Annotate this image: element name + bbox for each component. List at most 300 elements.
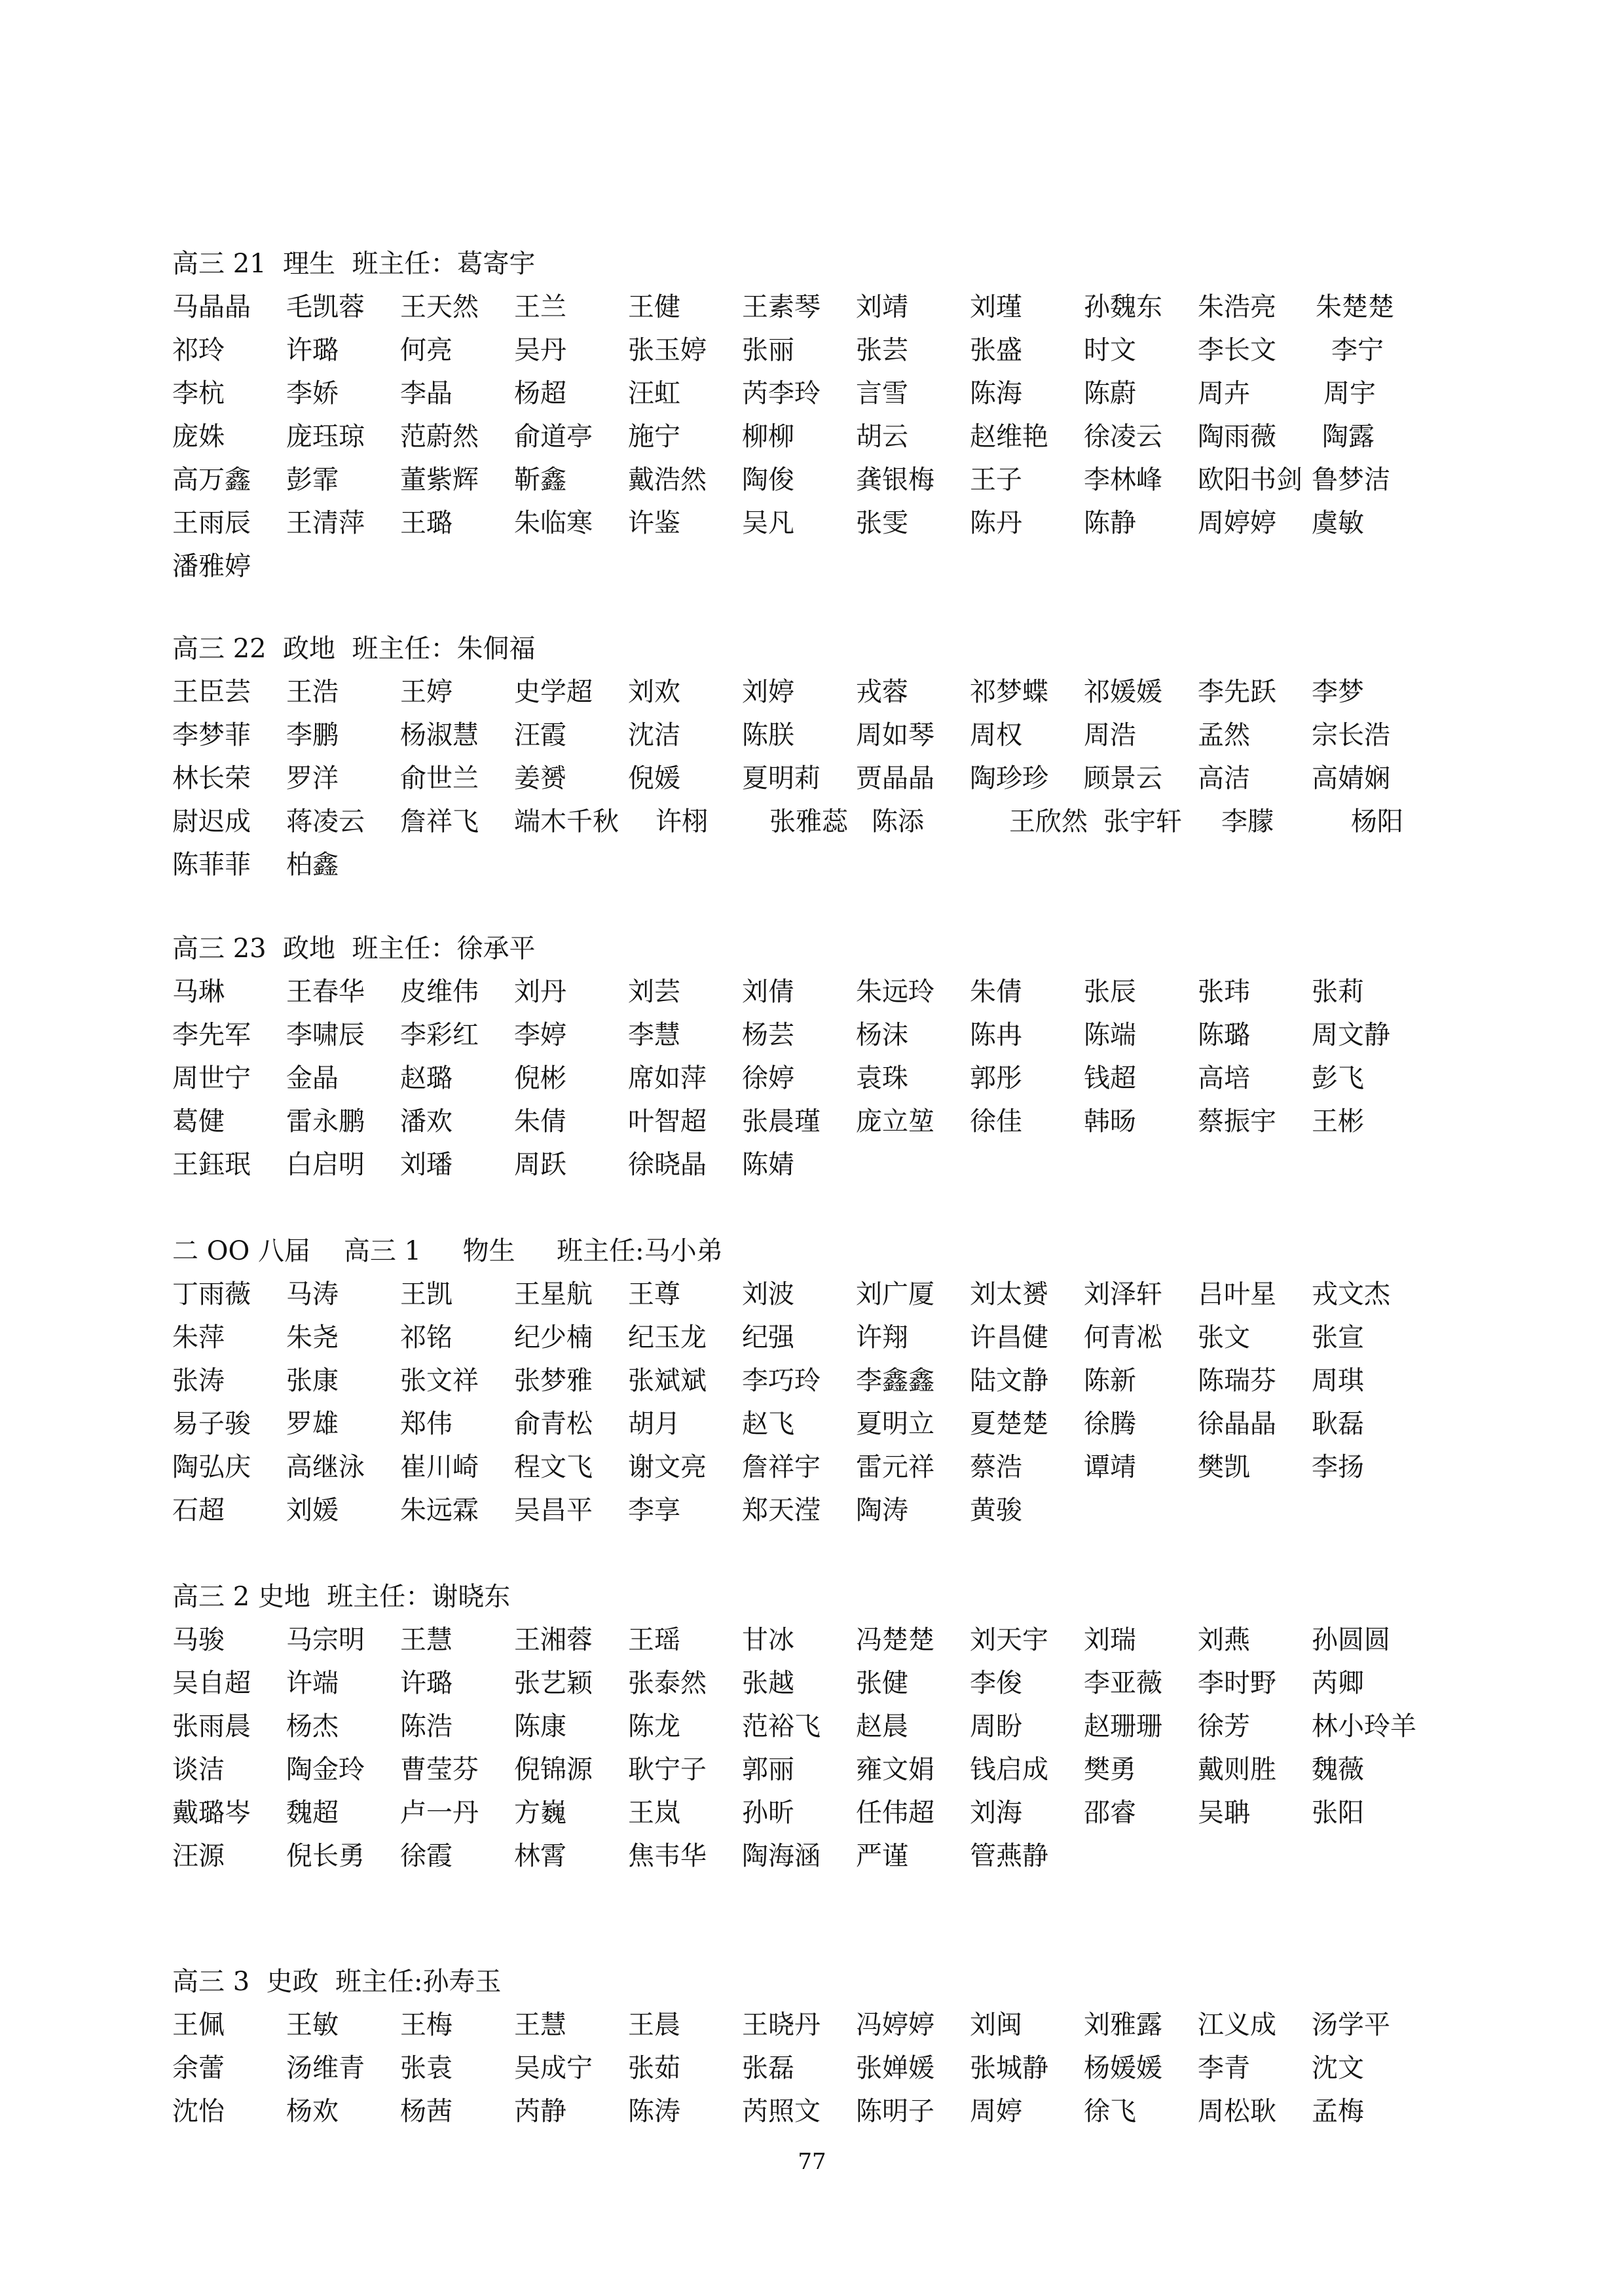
student-name: 张辰 [1084,977,1136,1007]
student-name: 李青 [1198,2053,1250,2083]
student-name: 顾景云 [1084,763,1162,793]
student-name: 李啸辰 [286,1020,365,1050]
student-name: 王子 [970,465,1022,495]
student-name: 李享 [628,1495,680,1525]
student-name: 陈朕 [742,720,794,750]
student-name: 沈洁 [628,720,680,750]
student-name: 戴则胜 [1198,1755,1276,1785]
student-name: 倪媛 [628,763,680,793]
student-name: 郭丽 [742,1755,794,1785]
student-name: 汪虹 [628,378,680,409]
student-name: 陶金玲 [286,1755,365,1785]
student-name: 沈怡 [172,2096,225,2126]
student-name: 周盼 [970,1711,1022,1741]
name-row [172,1402,1482,1446]
student-name: 徐芳 [1198,1711,1250,1741]
student-name: 谭靖 [1084,1452,1136,1482]
student-name: 刘海 [970,1798,1022,1828]
student-name: 许翔 [856,1322,908,1353]
student-name: 汪源 [172,1841,225,1871]
student-name: 王浩 [286,677,339,707]
student-name: 陶雨薇 [1198,422,1276,452]
student-name: 雍文娟 [856,1755,934,1785]
student-name: 朱远玲 [856,977,934,1007]
student-name: 孙圆圆 [1312,1625,1390,1655]
class-heading: 高三 23 政地 班主任：徐承平 [172,934,536,964]
student-name: 陈龙 [628,1711,680,1741]
student-name: 陈添 [872,807,924,837]
name-row [172,1748,1482,1791]
student-name: 庞姝 [172,422,225,452]
student-name: 周宇 [1323,378,1376,409]
student-name: 罗雄 [286,1409,339,1439]
student-name: 刘雅露 [1084,2010,1162,2040]
student-name: 汤学平 [1312,2010,1390,2040]
student-name: 陈新 [1084,1366,1136,1396]
student-name: 张磊 [742,2053,794,2083]
student-name: 马涛 [286,1279,339,1309]
student-name: 柳柳 [742,422,794,452]
student-name: 高洁 [1198,763,1250,793]
student-name: 汪霞 [514,720,566,750]
student-name: 张康 [286,1366,339,1396]
student-name: 端木千秋 [514,807,619,837]
student-name: 杨媛媛 [1084,2053,1162,2083]
student-name: 宗长浩 [1312,720,1390,750]
name-row [172,1013,1482,1057]
student-name: 贾晶晶 [856,763,934,793]
student-name: 毛凯蓉 [286,292,365,322]
student-name: 崔川崎 [400,1452,479,1482]
student-name: 金晶 [286,1063,339,1093]
student-name: 陶涛 [856,1495,908,1525]
class-heading: 高三 21 理生 班主任：葛寄宇 [172,249,536,279]
student-name: 耿宁子 [628,1755,707,1785]
name-row [172,2090,1482,2133]
student-name: 徐霞 [400,1841,452,1871]
student-name: 袁珠 [856,1063,908,1093]
student-name: 陈端 [1084,1020,1136,1050]
student-name: 刘媛 [286,1495,339,1525]
student-name: 徐婷 [742,1063,794,1093]
student-name: 徐凌云 [1084,422,1162,452]
student-name: 戴璐岑 [172,1798,251,1828]
student-name: 李巧玲 [742,1366,821,1396]
student-name: 高万鑫 [172,465,251,495]
student-name: 卢一丹 [400,1798,479,1828]
student-name: 张芸 [856,335,908,365]
student-name: 张雅蕊 [769,807,848,837]
student-name: 刘瑞 [1084,1625,1136,1655]
student-name: 周卉 [1198,378,1250,409]
name-row [172,285,1482,329]
student-name: 赵维艳 [970,422,1048,452]
student-name: 王素琴 [742,292,821,322]
student-name: 倪长勇 [286,1841,365,1871]
student-name: 李慧 [628,1020,680,1050]
student-name: 周世宁 [172,1063,251,1093]
class-section [172,1230,1482,1532]
student-name: 马骏 [172,1625,225,1655]
student-name: 王雨辰 [172,508,251,538]
student-name: 刘璠 [400,1150,452,1180]
student-name: 王湘蓉 [514,1625,593,1655]
student-name: 刘闽 [970,2010,1022,2040]
name-row [172,458,1482,501]
student-name: 俞世兰 [400,763,479,793]
class-heading: 高三 3 史政 班主任:孙寿玉 [172,1967,502,1997]
name-row [172,501,1482,545]
student-name: 倪彬 [514,1063,566,1093]
student-name: 李林峰 [1084,465,1162,495]
student-name: 俞青松 [514,1409,593,1439]
student-name: 陶海涵 [742,1841,821,1871]
student-name: 庞立堃 [856,1106,934,1137]
student-name: 陈瑞芬 [1198,1366,1276,1396]
student-name: 韩旸 [1084,1106,1136,1137]
student-name: 林长荣 [172,763,251,793]
student-name: 许鉴 [628,508,680,538]
student-name: 陶珍珍 [970,763,1048,793]
student-name: 赵璐 [400,1063,452,1093]
student-name: 李娇 [286,378,339,409]
student-name: 夏楚楚 [970,1409,1048,1439]
student-name: 王欣然 [1009,807,1088,837]
student-name: 魏超 [286,1798,339,1828]
student-name: 陈蔚 [1084,378,1136,409]
student-name: 王慧 [400,1625,452,1655]
student-name: 王敏 [286,2010,339,2040]
name-row [172,1489,1482,1532]
student-name: 王彬 [1312,1106,1364,1137]
name-row [172,2003,1482,2047]
student-name: 张宣 [1312,1322,1364,1353]
student-name: 杨芸 [742,1020,794,1050]
name-row [172,757,1482,800]
student-name: 李时野 [1198,1668,1276,1698]
student-name: 陈康 [514,1711,566,1741]
student-name: 葛健 [172,1106,225,1137]
student-name: 朱尧 [286,1322,339,1353]
student-name: 李鹏 [286,720,339,750]
student-name: 许端 [286,1668,339,1698]
student-name: 张泰然 [628,1668,707,1698]
student-name: 柏鑫 [286,850,339,880]
student-name: 皮维伟 [400,977,479,1007]
student-name: 赵珊珊 [1084,1711,1162,1741]
student-name: 吕叶星 [1198,1279,1276,1309]
student-name: 王清萍 [286,508,365,538]
student-name: 朱浩亮 [1198,292,1276,322]
student-name: 李先军 [172,1020,251,1050]
student-name: 张文 [1198,1322,1250,1353]
student-name: 赵晨 [856,1711,908,1741]
student-name: 冯楚楚 [856,1625,934,1655]
name-row [172,1834,1482,1878]
name-row [172,415,1482,458]
name-row [172,714,1482,757]
student-name: 杨茜 [400,2096,452,2126]
student-name: 张宇轩 [1103,807,1182,837]
student-name: 芮卿 [1312,1668,1364,1698]
student-name: 李先跃 [1198,677,1276,707]
student-name: 郭彤 [970,1063,1022,1093]
student-name: 芮照文 [742,2096,821,2126]
student-name: 吴丹 [514,335,566,365]
student-name: 刘天宇 [970,1625,1048,1655]
student-name: 张丽 [742,335,794,365]
student-name: 龚银梅 [856,465,934,495]
student-name: 雷元祥 [856,1452,934,1482]
student-name: 杨欢 [286,2096,339,2126]
student-name: 张玮 [1198,977,1250,1007]
page-number: 77 [798,2149,826,2175]
student-name: 杨沫 [856,1020,908,1050]
student-name: 张雨晨 [172,1711,251,1741]
student-name: 朱倩 [514,1106,566,1137]
student-name: 罗洋 [286,763,339,793]
student-name: 王天然 [400,292,479,322]
student-name: 李宁 [1331,335,1384,365]
student-name: 刘燕 [1198,1625,1250,1655]
student-name: 雷永鹏 [286,1106,365,1137]
student-name: 何亮 [400,335,452,365]
student-name: 王婷 [400,677,452,707]
class-heading: 高三 2 史地 班主任：谢晓东 [172,1582,511,1612]
student-name: 邵睿 [1084,1798,1136,1828]
student-name: 刘芸 [628,977,680,1007]
student-name: 林霄 [514,1841,566,1871]
student-name: 孙魏东 [1084,292,1162,322]
student-name: 虞敏 [1312,508,1364,538]
student-name: 张文祥 [400,1366,479,1396]
name-row [172,843,1482,886]
student-name: 董紫辉 [400,465,479,495]
class-section [172,1575,1482,1878]
student-name: 高婧娴 [1312,763,1390,793]
student-name: 孟梅 [1312,2096,1364,2126]
student-name: 王春华 [286,977,365,1007]
student-name: 钱超 [1084,1063,1136,1093]
student-name: 蔡浩 [970,1452,1022,1482]
student-name: 祁媛媛 [1084,677,1162,707]
student-name: 夏明立 [856,1409,934,1439]
student-name: 刘靖 [856,292,908,322]
student-name: 许璐 [400,1668,452,1698]
student-name: 朱萍 [172,1322,225,1353]
student-name: 杨淑慧 [400,720,479,750]
name-row [172,1662,1482,1705]
student-name: 孟然 [1198,720,1250,750]
student-name: 朱临寒 [514,508,593,538]
student-name: 管燕静 [970,1841,1048,1871]
student-name: 徐晓晶 [628,1150,707,1180]
class-heading: 二 OO 八届 高三 1 物生 班主任:马小弟 [172,1236,723,1266]
student-name: 詹祥飞 [400,807,479,837]
student-name: 张艺颖 [514,1668,593,1698]
student-name: 谢文亮 [628,1452,707,1482]
student-name: 陈海 [970,378,1022,409]
name-row [172,1143,1482,1186]
student-name: 祁玲 [172,335,225,365]
student-name: 任伟超 [856,1798,934,1828]
student-name: 郑天滢 [742,1495,821,1525]
student-name: 白启明 [286,1150,365,1180]
student-name: 王臣芸 [172,677,251,707]
student-name: 张玉婷 [628,335,707,365]
student-name: 刘丹 [514,977,566,1007]
student-name: 戴浩然 [628,465,707,495]
student-name: 吴自超 [172,1668,251,1698]
student-name: 张涛 [172,1366,225,1396]
student-name: 王尊 [628,1279,680,1309]
student-name: 庞珏琼 [286,422,365,452]
student-name: 张梦雅 [514,1366,593,1396]
student-name: 耿磊 [1312,1409,1364,1439]
name-row [172,2047,1482,2090]
student-name: 彭霏 [286,465,339,495]
student-name: 徐佳 [970,1106,1022,1137]
student-name: 胡云 [856,422,908,452]
class-section [172,242,1482,588]
student-name: 高继泳 [286,1452,365,1482]
student-name: 张莉 [1312,977,1364,1007]
student-name: 刘瑾 [970,292,1022,322]
student-name: 彭飞 [1312,1063,1364,1093]
student-name: 樊凯 [1198,1452,1250,1482]
student-name: 张阳 [1312,1798,1364,1828]
name-row [172,1359,1482,1402]
student-name: 施宁 [628,422,680,452]
student-name: 芮静 [514,2096,566,2126]
student-name: 钱启成 [970,1755,1048,1785]
student-name: 戎文杰 [1312,1279,1390,1309]
student-name: 程文飞 [514,1452,593,1482]
student-name: 刘婷 [742,677,794,707]
student-name: 范裕飞 [742,1711,821,1741]
name-row [172,1705,1482,1748]
student-name: 谈洁 [172,1755,225,1785]
student-name: 欧阳书剑 [1198,465,1302,495]
student-name: 严谨 [856,1841,908,1871]
student-name: 周婷婷 [1198,508,1276,538]
student-name: 陈冉 [970,1020,1022,1050]
student-name: 李鑫鑫 [856,1366,934,1396]
student-name: 李梦菲 [172,720,251,750]
student-name: 刘波 [742,1279,794,1309]
student-name: 倪锦源 [514,1755,593,1785]
student-name: 许栩 [655,807,708,837]
student-name: 王健 [628,292,680,322]
student-name: 王佩 [172,2010,225,2040]
student-name: 蒋凌云 [286,807,365,837]
student-name: 石超 [172,1495,225,1525]
name-row [172,1057,1482,1100]
student-name: 樊勇 [1084,1755,1136,1785]
student-name: 陈丹 [970,508,1022,538]
student-name: 陈婧 [742,1150,794,1180]
student-name: 李朦 [1221,807,1274,837]
student-name: 王鈺珉 [172,1150,251,1180]
student-name: 王星航 [514,1279,593,1309]
student-name: 孙昕 [742,1798,794,1828]
student-name: 汤维青 [286,2053,365,2083]
student-name: 王凯 [400,1279,452,1309]
student-name: 祁梦蝶 [970,677,1048,707]
student-name: 魏薇 [1312,1755,1364,1785]
student-name: 刘广厦 [856,1279,934,1309]
student-name: 李俊 [970,1668,1022,1698]
student-name: 江义成 [1198,2010,1276,2040]
student-name: 朱楚楚 [1316,292,1394,322]
student-name: 陈菲菲 [172,850,251,880]
student-name: 林小玲羊 [1312,1711,1416,1741]
student-name: 周权 [970,720,1022,750]
student-name: 许昌健 [970,1322,1048,1353]
class-heading: 高三 22 政地 班主任：朱侗福 [172,634,536,664]
student-name: 丁雨薇 [172,1279,251,1309]
student-name: 周婷 [970,2096,1022,2126]
student-name: 芮李玲 [742,378,821,409]
student-name: 杨阳 [1351,807,1403,837]
student-name: 张盛 [970,335,1022,365]
name-row [172,1791,1482,1834]
student-name: 陶弘庆 [172,1452,251,1482]
name-row [172,800,1482,843]
student-name: 何青凇 [1084,1322,1162,1353]
student-name: 周浩 [1084,720,1136,750]
student-name: 马晶晶 [172,292,251,322]
student-name: 刘倩 [742,977,794,1007]
student-name: 戎蓉 [856,677,908,707]
student-name: 陈浩 [400,1711,452,1741]
student-name: 王兰 [514,292,566,322]
student-name: 陈璐 [1198,1020,1250,1050]
student-name: 陆文静 [970,1366,1048,1396]
student-name: 李晶 [400,378,452,409]
student-name: 曹莹芬 [400,1755,479,1785]
student-name: 吴昌平 [514,1495,593,1525]
student-name: 刘泽轩 [1084,1279,1162,1309]
student-name: 许璐 [286,335,339,365]
student-name: 黄骏 [970,1495,1022,1525]
student-name: 陈静 [1084,508,1136,538]
student-name: 易子骏 [172,1409,251,1439]
student-name: 祁铭 [400,1322,452,1353]
student-name: 张晨瑾 [742,1106,821,1137]
student-name: 王晓丹 [742,2010,821,2040]
student-name: 高培 [1198,1063,1250,1093]
name-row [172,1100,1482,1143]
student-name: 马琳 [172,977,225,1007]
student-name: 蔡振宇 [1198,1106,1276,1137]
student-name: 李梦 [1312,677,1364,707]
student-name: 杨杰 [286,1711,339,1741]
student-name: 李婷 [514,1020,566,1050]
student-name: 靳鑫 [514,465,566,495]
student-name: 詹祥宇 [742,1452,821,1482]
name-row [172,1446,1482,1489]
student-name: 陶露 [1322,422,1375,452]
student-name: 沈文 [1312,2053,1364,2083]
student-name: 冯婷婷 [856,2010,934,2040]
name-row [172,1273,1482,1316]
class-section [172,1960,1482,2133]
student-name: 张雯 [856,508,908,538]
student-name: 叶智超 [628,1106,707,1137]
student-name: 郑伟 [400,1409,452,1439]
name-row [172,372,1482,415]
